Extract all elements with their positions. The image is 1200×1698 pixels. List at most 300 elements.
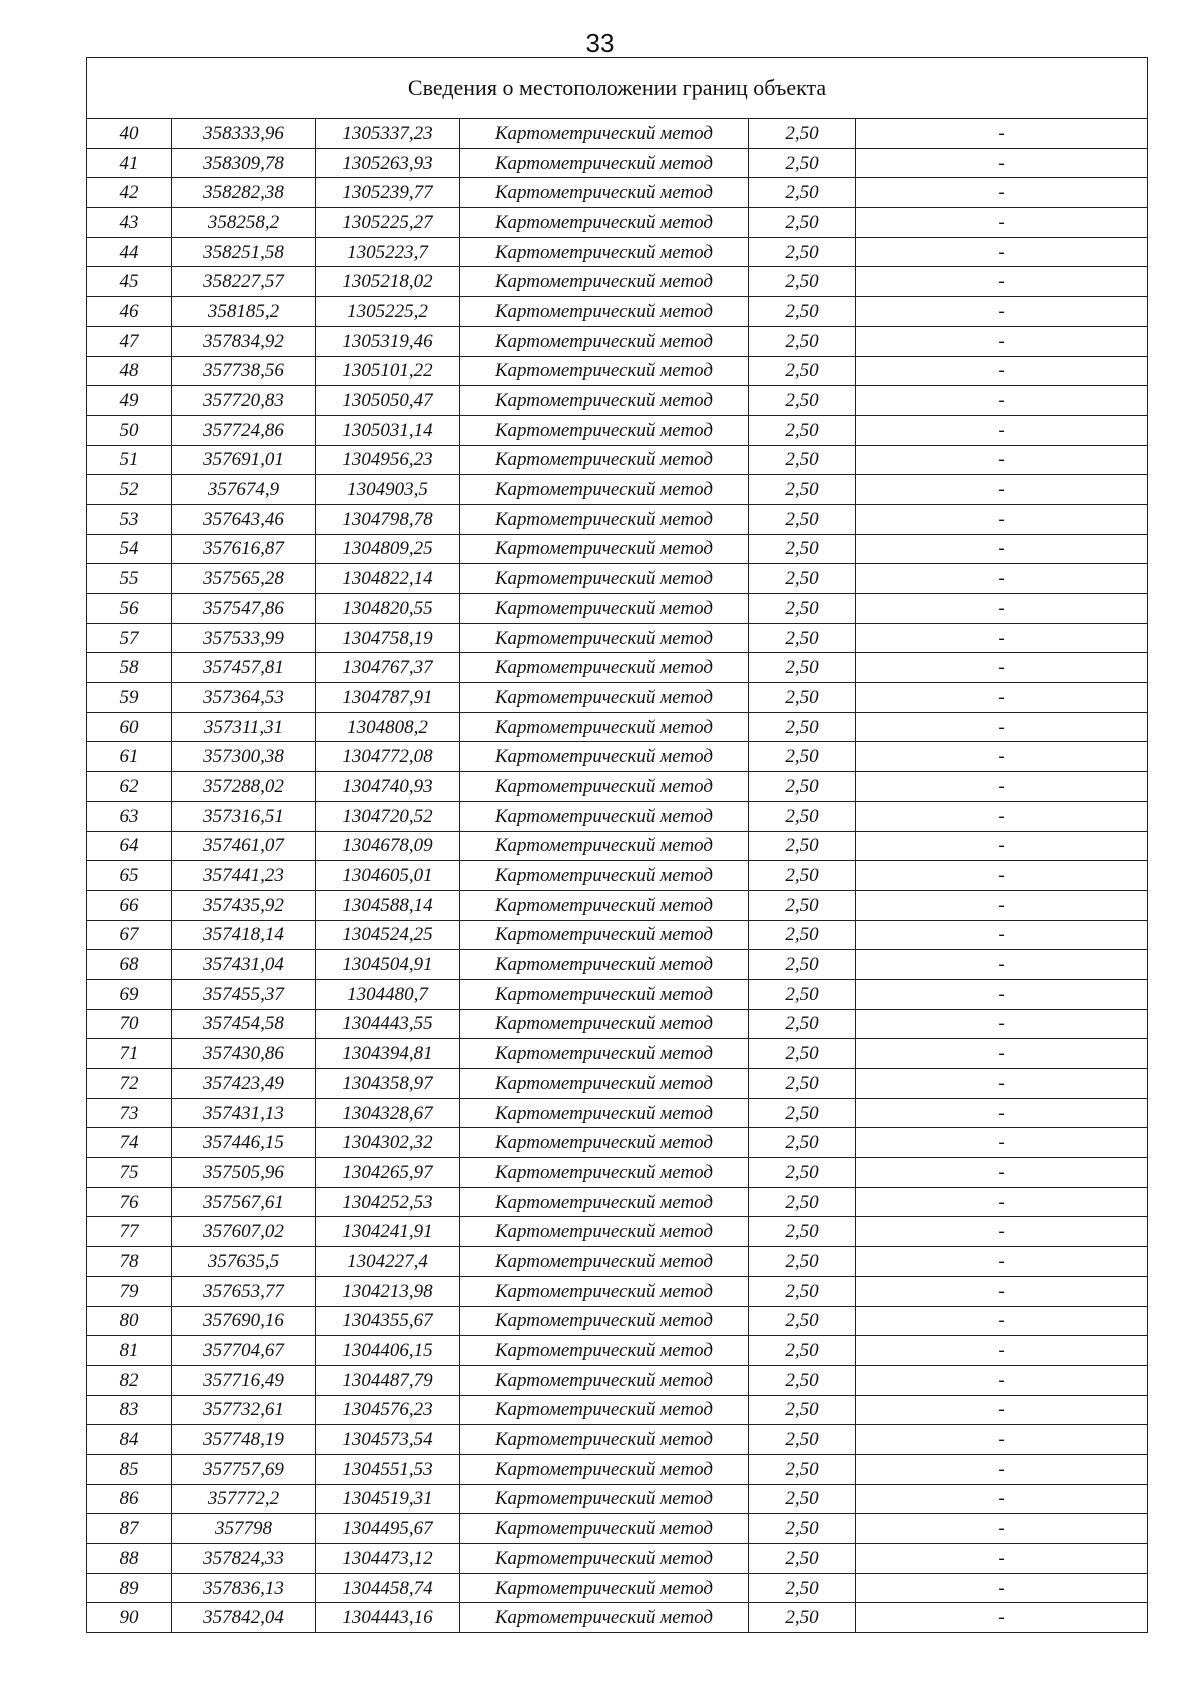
description-cell: -	[856, 297, 1148, 327]
description-cell: -	[856, 386, 1148, 416]
point-number-cell: 71	[87, 1039, 172, 1069]
accuracy-cell: 2,50	[749, 1158, 856, 1188]
point-number-cell: 41	[87, 148, 172, 178]
method-cell: Картометрический метод	[460, 1395, 749, 1425]
description-cell: -	[856, 623, 1148, 653]
table-row	[87, 1098, 1148, 1128]
method-cell: Картометрический метод	[460, 1128, 749, 1158]
x-coordinate-cell: 357842,04	[172, 1603, 316, 1633]
point-number-cell: 52	[87, 475, 172, 505]
table-caption: Сведения о местоположении границ объекта	[87, 58, 1148, 119]
method-cell: Картометрический метод	[460, 1514, 749, 1544]
point-number-cell: 64	[87, 831, 172, 861]
description-cell: -	[856, 1454, 1148, 1484]
point-number-cell: 47	[87, 326, 172, 356]
table-row	[87, 1128, 1148, 1158]
accuracy-cell: 2,50	[749, 1247, 856, 1277]
x-coordinate-cell: 358251,58	[172, 237, 316, 267]
description-cell: -	[856, 504, 1148, 534]
description-cell: -	[856, 1395, 1148, 1425]
accuracy-cell: 2,50	[749, 445, 856, 475]
point-number-cell: 88	[87, 1544, 172, 1574]
method-cell: Картометрический метод	[460, 1425, 749, 1455]
point-number-cell: 83	[87, 1395, 172, 1425]
point-number-cell: 72	[87, 1069, 172, 1099]
y-coordinate-cell: 1304213,98	[316, 1276, 460, 1306]
y-coordinate-cell: 1304820,55	[316, 594, 460, 624]
method-cell: Картометрический метод	[460, 1069, 749, 1099]
accuracy-cell: 2,50	[749, 653, 856, 683]
method-cell: Картометрический метод	[460, 1454, 749, 1484]
x-coordinate-cell: 357505,96	[172, 1158, 316, 1188]
method-cell: Картометрический метод	[460, 415, 749, 445]
point-number-cell: 82	[87, 1365, 172, 1395]
description-cell: -	[856, 594, 1148, 624]
x-coordinate-cell: 357716,49	[172, 1365, 316, 1395]
table-row	[87, 1247, 1148, 1277]
point-number-cell: 62	[87, 772, 172, 802]
method-cell: Картометрический метод	[460, 267, 749, 297]
description-cell: -	[856, 1425, 1148, 1455]
x-coordinate-cell: 357446,15	[172, 1128, 316, 1158]
table-row	[87, 1425, 1148, 1455]
table-row	[87, 386, 1148, 416]
y-coordinate-cell: 1304358,97	[316, 1069, 460, 1099]
description-cell: -	[856, 1365, 1148, 1395]
point-number-cell: 44	[87, 237, 172, 267]
y-coordinate-cell: 1304903,5	[316, 475, 460, 505]
accuracy-cell: 2,50	[749, 1009, 856, 1039]
point-number-cell: 78	[87, 1247, 172, 1277]
method-cell: Картометрический метод	[460, 1098, 749, 1128]
table-row	[87, 504, 1148, 534]
point-number-cell: 67	[87, 920, 172, 950]
point-number-cell: 69	[87, 979, 172, 1009]
x-coordinate-cell: 358185,2	[172, 297, 316, 327]
point-number-cell: 43	[87, 208, 172, 238]
y-coordinate-cell: 1305050,47	[316, 386, 460, 416]
description-cell: -	[856, 742, 1148, 772]
table-row	[87, 1336, 1148, 1366]
description-cell: -	[856, 1158, 1148, 1188]
table-row	[87, 445, 1148, 475]
method-cell: Картометрический метод	[460, 861, 749, 891]
x-coordinate-cell: 357824,33	[172, 1544, 316, 1574]
point-number-cell: 68	[87, 950, 172, 980]
accuracy-cell: 2,50	[749, 1514, 856, 1544]
description-cell: -	[856, 683, 1148, 713]
y-coordinate-cell: 1304519,31	[316, 1484, 460, 1514]
table-row	[87, 208, 1148, 238]
description-cell: -	[856, 1098, 1148, 1128]
accuracy-cell: 2,50	[749, 208, 856, 238]
x-coordinate-cell: 357431,13	[172, 1098, 316, 1128]
accuracy-cell: 2,50	[749, 1484, 856, 1514]
accuracy-cell: 2,50	[749, 326, 856, 356]
boundary-table-container	[86, 57, 1147, 1633]
method-cell: Картометрический метод	[460, 208, 749, 238]
table-row	[87, 267, 1148, 297]
table-row	[87, 1395, 1148, 1425]
x-coordinate-cell: 358258,2	[172, 208, 316, 238]
description-cell: -	[856, 415, 1148, 445]
accuracy-cell: 2,50	[749, 415, 856, 445]
description-cell: -	[856, 653, 1148, 683]
accuracy-cell: 2,50	[749, 1069, 856, 1099]
table-row	[87, 1365, 1148, 1395]
description-cell: -	[856, 950, 1148, 980]
accuracy-cell: 2,50	[749, 534, 856, 564]
y-coordinate-cell: 1304524,25	[316, 920, 460, 950]
x-coordinate-cell: 357748,19	[172, 1425, 316, 1455]
y-coordinate-cell: 1304772,08	[316, 742, 460, 772]
method-cell: Картометрический метод	[460, 178, 749, 208]
accuracy-cell: 2,50	[749, 742, 856, 772]
table-row	[87, 1603, 1148, 1633]
description-cell: -	[856, 326, 1148, 356]
y-coordinate-cell: 1304302,32	[316, 1128, 460, 1158]
accuracy-cell: 2,50	[749, 1128, 856, 1158]
accuracy-cell: 2,50	[749, 119, 856, 149]
method-cell: Картометрический метод	[460, 1158, 749, 1188]
description-cell: -	[856, 890, 1148, 920]
page-number: 33	[585, 28, 615, 58]
x-coordinate-cell: 358227,57	[172, 267, 316, 297]
table-row	[87, 801, 1148, 831]
x-coordinate-cell: 357691,01	[172, 445, 316, 475]
description-cell: -	[856, 1128, 1148, 1158]
description-cell: -	[856, 1069, 1148, 1099]
table-row	[87, 772, 1148, 802]
point-number-cell: 90	[87, 1603, 172, 1633]
method-cell: Картометрический метод	[460, 1544, 749, 1574]
y-coordinate-cell: 1305031,14	[316, 415, 460, 445]
point-number-cell: 48	[87, 356, 172, 386]
y-coordinate-cell: 1304504,91	[316, 950, 460, 980]
table-row	[87, 1009, 1148, 1039]
description-cell: -	[856, 712, 1148, 742]
description-cell: -	[856, 445, 1148, 475]
y-coordinate-cell: 1305225,27	[316, 208, 460, 238]
method-cell: Картометрический метод	[460, 504, 749, 534]
y-coordinate-cell: 1304394,81	[316, 1039, 460, 1069]
x-coordinate-cell: 357704,67	[172, 1336, 316, 1366]
table-row	[87, 326, 1148, 356]
y-coordinate-cell: 1304573,54	[316, 1425, 460, 1455]
method-cell: Картометрический метод	[460, 920, 749, 950]
accuracy-cell: 2,50	[749, 1573, 856, 1603]
x-coordinate-cell: 357653,77	[172, 1276, 316, 1306]
x-coordinate-cell: 357616,87	[172, 534, 316, 564]
point-number-cell: 46	[87, 297, 172, 327]
method-cell: Картометрический метод	[460, 831, 749, 861]
table-row	[87, 1187, 1148, 1217]
y-coordinate-cell: 1304551,53	[316, 1454, 460, 1484]
table-row	[87, 119, 1148, 149]
x-coordinate-cell: 357454,58	[172, 1009, 316, 1039]
y-coordinate-cell: 1305101,22	[316, 356, 460, 386]
accuracy-cell: 2,50	[749, 1098, 856, 1128]
method-cell: Картометрический метод	[460, 564, 749, 594]
accuracy-cell: 2,50	[749, 267, 856, 297]
table-row	[87, 475, 1148, 505]
description-cell: -	[856, 1009, 1148, 1039]
table-row	[87, 1454, 1148, 1484]
point-number-cell: 53	[87, 504, 172, 534]
table-row	[87, 564, 1148, 594]
method-cell: Картометрический метод	[460, 801, 749, 831]
x-coordinate-cell: 357435,92	[172, 890, 316, 920]
y-coordinate-cell: 1305263,93	[316, 148, 460, 178]
table-row	[87, 683, 1148, 713]
table-row	[87, 920, 1148, 950]
table-row	[87, 1158, 1148, 1188]
x-coordinate-cell: 357565,28	[172, 564, 316, 594]
table-row	[87, 623, 1148, 653]
method-cell: Картометрический метод	[460, 772, 749, 802]
table-row	[87, 1306, 1148, 1336]
y-coordinate-cell: 1304252,53	[316, 1187, 460, 1217]
point-number-cell: 60	[87, 712, 172, 742]
method-cell: Картометрический метод	[460, 683, 749, 713]
description-cell: -	[856, 356, 1148, 386]
description-cell: -	[856, 1603, 1148, 1633]
method-cell: Картометрический метод	[460, 1306, 749, 1336]
y-coordinate-cell: 1305319,46	[316, 326, 460, 356]
x-coordinate-cell: 357772,2	[172, 1484, 316, 1514]
x-coordinate-cell: 357455,37	[172, 979, 316, 1009]
point-number-cell: 81	[87, 1336, 172, 1366]
accuracy-cell: 2,50	[749, 1276, 856, 1306]
x-coordinate-cell: 357533,99	[172, 623, 316, 653]
table-row	[87, 653, 1148, 683]
method-cell: Картометрический метод	[460, 1484, 749, 1514]
y-coordinate-cell: 1304588,14	[316, 890, 460, 920]
accuracy-cell: 2,50	[749, 386, 856, 416]
x-coordinate-cell: 357316,51	[172, 801, 316, 831]
point-number-cell: 54	[87, 534, 172, 564]
description-cell: -	[856, 772, 1148, 802]
accuracy-cell: 2,50	[749, 475, 856, 505]
y-coordinate-cell: 1304808,2	[316, 712, 460, 742]
description-cell: -	[856, 831, 1148, 861]
point-number-cell: 87	[87, 1514, 172, 1544]
point-number-cell: 89	[87, 1573, 172, 1603]
y-coordinate-cell: 1304458,74	[316, 1573, 460, 1603]
accuracy-cell: 2,50	[749, 623, 856, 653]
table-row	[87, 415, 1148, 445]
table-body	[87, 58, 1148, 1633]
description-cell: -	[856, 237, 1148, 267]
x-coordinate-cell: 357300,38	[172, 742, 316, 772]
x-coordinate-cell: 357757,69	[172, 1454, 316, 1484]
accuracy-cell: 2,50	[749, 1039, 856, 1069]
y-coordinate-cell: 1304355,67	[316, 1306, 460, 1336]
accuracy-cell: 2,50	[749, 237, 856, 267]
table-row	[87, 1544, 1148, 1574]
point-number-cell: 66	[87, 890, 172, 920]
y-coordinate-cell: 1304720,52	[316, 801, 460, 831]
accuracy-cell: 2,50	[749, 831, 856, 861]
point-number-cell: 40	[87, 119, 172, 149]
method-cell: Картометрический метод	[460, 445, 749, 475]
point-number-cell: 79	[87, 1276, 172, 1306]
x-coordinate-cell: 357441,23	[172, 861, 316, 891]
table-row	[87, 831, 1148, 861]
x-coordinate-cell: 357643,46	[172, 504, 316, 534]
point-number-cell: 51	[87, 445, 172, 475]
description-cell: -	[856, 1217, 1148, 1247]
description-cell: -	[856, 1039, 1148, 1069]
x-coordinate-cell: 357457,81	[172, 653, 316, 683]
table-row	[87, 356, 1148, 386]
method-cell: Картометрический метод	[460, 1276, 749, 1306]
description-cell: -	[856, 178, 1148, 208]
description-cell: -	[856, 920, 1148, 950]
table-row	[87, 1217, 1148, 1247]
point-number-cell: 58	[87, 653, 172, 683]
method-cell: Картометрический метод	[460, 297, 749, 327]
y-coordinate-cell: 1304758,19	[316, 623, 460, 653]
y-coordinate-cell: 1304265,97	[316, 1158, 460, 1188]
method-cell: Картометрический метод	[460, 890, 749, 920]
point-number-cell: 61	[87, 742, 172, 772]
point-number-cell: 74	[87, 1128, 172, 1158]
description-cell: -	[856, 861, 1148, 891]
y-coordinate-cell: 1304576,23	[316, 1395, 460, 1425]
method-cell: Картометрический метод	[460, 950, 749, 980]
x-coordinate-cell: 357430,86	[172, 1039, 316, 1069]
accuracy-cell: 2,50	[749, 297, 856, 327]
accuracy-cell: 2,50	[749, 801, 856, 831]
x-coordinate-cell: 357364,53	[172, 683, 316, 713]
x-coordinate-cell: 357738,56	[172, 356, 316, 386]
method-cell: Картометрический метод	[460, 1365, 749, 1395]
accuracy-cell: 2,50	[749, 1217, 856, 1247]
method-cell: Картометрический метод	[460, 356, 749, 386]
y-coordinate-cell: 1304328,67	[316, 1098, 460, 1128]
boundary-table	[86, 57, 1148, 1633]
point-number-cell: 50	[87, 415, 172, 445]
accuracy-cell: 2,50	[749, 712, 856, 742]
x-coordinate-cell: 357547,86	[172, 594, 316, 624]
x-coordinate-cell: 357423,49	[172, 1069, 316, 1099]
x-coordinate-cell: 357635,5	[172, 1247, 316, 1277]
accuracy-cell: 2,50	[749, 1187, 856, 1217]
table-row	[87, 1276, 1148, 1306]
description-cell: -	[856, 1306, 1148, 1336]
method-cell: Картометрический метод	[460, 1573, 749, 1603]
x-coordinate-cell: 357674,9	[172, 475, 316, 505]
x-coordinate-cell: 357461,07	[172, 831, 316, 861]
accuracy-cell: 2,50	[749, 1306, 856, 1336]
method-cell: Картометрический метод	[460, 1009, 749, 1039]
table-row	[87, 742, 1148, 772]
accuracy-cell: 2,50	[749, 1365, 856, 1395]
table-row	[87, 1484, 1148, 1514]
method-cell: Картометрический метод	[460, 1187, 749, 1217]
x-coordinate-cell: 357720,83	[172, 386, 316, 416]
accuracy-cell: 2,50	[749, 356, 856, 386]
table-row	[87, 237, 1148, 267]
x-coordinate-cell: 357607,02	[172, 1217, 316, 1247]
table-row	[87, 297, 1148, 327]
point-number-cell: 49	[87, 386, 172, 416]
description-cell: -	[856, 267, 1148, 297]
point-number-cell: 70	[87, 1009, 172, 1039]
method-cell: Картометрический метод	[460, 712, 749, 742]
x-coordinate-cell: 357834,92	[172, 326, 316, 356]
table-row	[87, 148, 1148, 178]
y-coordinate-cell: 1304487,79	[316, 1365, 460, 1395]
point-number-cell: 42	[87, 178, 172, 208]
x-coordinate-cell: 357732,61	[172, 1395, 316, 1425]
description-cell: -	[856, 1187, 1148, 1217]
accuracy-cell: 2,50	[749, 861, 856, 891]
method-cell: Картометрический метод	[460, 386, 749, 416]
accuracy-cell: 2,50	[749, 148, 856, 178]
table-row	[87, 1573, 1148, 1603]
y-coordinate-cell: 1304480,7	[316, 979, 460, 1009]
method-cell: Картометрический метод	[460, 594, 749, 624]
table-row	[87, 1039, 1148, 1069]
x-coordinate-cell: 357567,61	[172, 1187, 316, 1217]
table-row	[87, 594, 1148, 624]
method-cell: Картометрический метод	[460, 742, 749, 772]
accuracy-cell: 2,50	[749, 1336, 856, 1366]
accuracy-cell: 2,50	[749, 564, 856, 594]
description-cell: -	[856, 1276, 1148, 1306]
method-cell: Картометрический метод	[460, 653, 749, 683]
table-row	[87, 1514, 1148, 1544]
x-coordinate-cell: 357798	[172, 1514, 316, 1544]
method-cell: Картометрический метод	[460, 979, 749, 1009]
y-coordinate-cell: 1304443,55	[316, 1009, 460, 1039]
table-row	[87, 861, 1148, 891]
accuracy-cell: 2,50	[749, 979, 856, 1009]
description-cell: -	[856, 475, 1148, 505]
point-number-cell: 85	[87, 1454, 172, 1484]
x-coordinate-cell: 357836,13	[172, 1573, 316, 1603]
accuracy-cell: 2,50	[749, 594, 856, 624]
accuracy-cell: 2,50	[749, 1454, 856, 1484]
point-number-cell: 73	[87, 1098, 172, 1128]
method-cell: Картометрический метод	[460, 1603, 749, 1633]
method-cell: Картометрический метод	[460, 475, 749, 505]
table-row	[87, 712, 1148, 742]
accuracy-cell: 2,50	[749, 178, 856, 208]
method-cell: Картометрический метод	[460, 534, 749, 564]
y-coordinate-cell: 1304787,91	[316, 683, 460, 713]
description-cell: -	[856, 148, 1148, 178]
description-cell: -	[856, 1484, 1148, 1514]
accuracy-cell: 2,50	[749, 1395, 856, 1425]
point-number-cell: 59	[87, 683, 172, 713]
point-number-cell: 65	[87, 861, 172, 891]
method-cell: Картометрический метод	[460, 148, 749, 178]
x-coordinate-cell: 358333,96	[172, 119, 316, 149]
x-coordinate-cell: 357690,16	[172, 1306, 316, 1336]
accuracy-cell: 2,50	[749, 1425, 856, 1455]
description-cell: -	[856, 1573, 1148, 1603]
accuracy-cell: 2,50	[749, 504, 856, 534]
table-row	[87, 979, 1148, 1009]
method-cell: Картометрический метод	[460, 1247, 749, 1277]
table-row	[87, 534, 1148, 564]
x-coordinate-cell: 357288,02	[172, 772, 316, 802]
x-coordinate-cell: 358309,78	[172, 148, 316, 178]
y-coordinate-cell: 1304406,15	[316, 1336, 460, 1366]
